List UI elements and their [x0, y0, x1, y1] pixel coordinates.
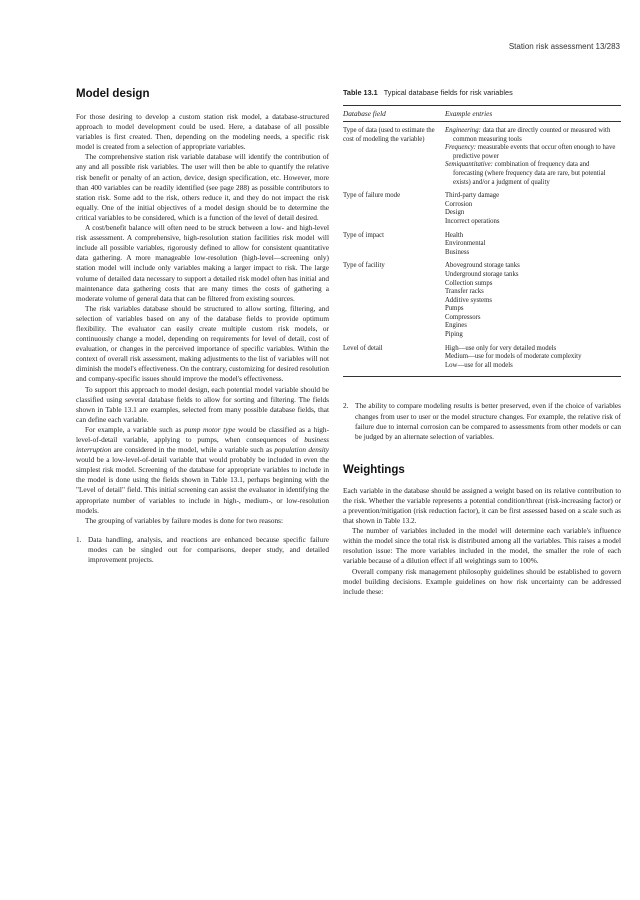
col-header-database-field: Database field: [343, 109, 386, 118]
entry: Health: [445, 231, 464, 239]
running-header: Station risk assessment 13/283: [508, 42, 620, 51]
entry: Piping: [445, 331, 463, 339]
paragraph-example: [76, 425, 329, 516]
paragraph: For those desiring to develop a custom station risk model, a database-structured approach to model development could be used. Here, a database of all possible variables is first created. Then, depending on the modeling needs, a specific risk model is created from a selection of appropriate variables.: [76, 112, 329, 152]
entry: Medium—use for models of moderate complexity: [445, 353, 582, 361]
entry: Third-party damage: [445, 192, 500, 200]
entry: Pumps: [445, 305, 464, 313]
paragraph: Overall company risk management philosophy guidelines should be established to govern model building decisions. Example guidelines on how risk uncertainty can be addressed include these:: [343, 566, 621, 596]
entry: Business: [445, 248, 470, 256]
table-cell-field: Type of impact: [343, 231, 385, 239]
table-row: [343, 345, 621, 371]
table-cell-entries: [445, 345, 621, 371]
list-text: Data handling, analysis, and reactions are enhanced because specific failure modes can be singled out for comparisons, deeper study, and detailed improvement projects.: [88, 534, 329, 565]
entry: Compressors: [445, 313, 481, 321]
entry: Low—use for all models: [445, 361, 513, 369]
list-text: The ability to compare modeling results is better preserved, even if the choice of variables changes from user to user or the model structure changes. For example, the relative risk of failure due to internal corrosion can be compared to assessments from other models or can be judged by an alternate selection of variables.: [355, 401, 621, 441]
list-item: [76, 535, 329, 565]
paragraph: Each variable in the database should be assigned a weight based on its relative contribution to the risk. Whether the variable represents a potential condition/threat (risk-increasing factor) or a prevention/mitigation (risk reduction factor), it can be first assessed based on a scale such as that shown in Table 13.2.: [343, 485, 621, 526]
table-cell-entries: [445, 262, 621, 339]
table-cell-entries: [445, 192, 621, 226]
table-cell-field: Level of detail: [343, 344, 383, 352]
entry: Corrosion: [445, 200, 473, 208]
list-item: [343, 401, 621, 441]
table-cell-field: Type of failure mode: [343, 192, 401, 200]
entry: Design: [445, 209, 465, 217]
right-column: [343, 88, 621, 597]
entry: Transfer racks: [445, 288, 484, 296]
table-row: [343, 192, 621, 226]
text-run: would be classified as a high-level-of-detail variable, applying to pumps, when consequences of: [76, 424, 329, 444]
list-number: 2.: [343, 401, 349, 411]
entry: Incorrect operations: [445, 217, 500, 225]
italic-term: population density: [274, 445, 329, 455]
table-cell-entries: [445, 127, 621, 187]
entry: Aboveground storage tanks: [445, 262, 520, 270]
entry-engineering: Engineering: data that are directly counted or measured with common measuring tools: [445, 127, 611, 143]
table-row: [343, 127, 621, 187]
entry-frequency: Frequency: measurable events that occur often enough to have predictive power: [445, 144, 616, 160]
entry: Additive systems: [445, 296, 493, 304]
text-run: would be a low-level-of-detail variable that would probably be included in even the simplest risk model. Screening of the database for appropriate variables to include in the model is done using the fields shown in Table 13.1, perhaps beginning with the "Level of detail" field. This initial screening can assist the evaluator in identifying the appropriate number of variables to include in high-, medium-, or low-resolution models.: [76, 455, 329, 515]
table-header-row: [343, 105, 621, 122]
table-cell-entries: [445, 232, 621, 258]
italic-term: business interruption: [76, 435, 329, 455]
section-heading-model-design: Model design: [76, 88, 150, 100]
italic-term: pump motor type: [184, 424, 236, 434]
table-label: Table 13.1: [343, 88, 378, 97]
table-bottom-rule: [343, 376, 621, 377]
text-run: are considered in the model, while a variable such as: [111, 445, 275, 455]
table-caption: [343, 88, 621, 97]
entry: Collection sumps: [445, 279, 493, 287]
col-header-example-entries: Example entries: [445, 109, 493, 118]
paragraph: The comprehensive station risk variable database will identify the contribution of any and all possible risk variables. The user will then be able to quantify the relative risk benefit or penalty of an action, device, design specification, etc. However, more than 400 variables can be readily identified (see page 288) as possible contributors to station risk. Some add to the risk, others reduce it, and they do not impact the risk equally. One of the initial objectives of a model design should be to determine the critical variables to be considered, which is a function of the level of detail desired.: [76, 152, 329, 222]
table-row: [343, 232, 621, 258]
text-run: For example, a variable such as: [85, 424, 185, 434]
entry: Underground storage tanks: [445, 270, 519, 278]
list-number: 1.: [76, 534, 82, 544]
paragraph: The risk variables database should be structured to allow sorting, filtering, and selection of variables based on any of the database fields to provide optimum flexibility. The evaluator can easily create multiple custom risk models, or continuously change a model, depending on requirements for level of detail, cost of evaluation, or changes in the perceived importance of specific variables. Within the context of overall risk assessment, making adjustments to the list of variables will not diminish the model's effectiveness. On the contrary, customizing for desired resolution and company-specific issues should improve the model's effectiveness.: [76, 303, 329, 384]
entry: High—use only for very detailed models: [445, 344, 557, 352]
paragraph: To support this approach to model design, each potential model variable should be classified using several database fields to allow for sorting and filtering. The fields shown in Table 13.1 are examples, selected from many possible database fields, that can define each variable.: [76, 384, 329, 424]
table-caption-text: Typical database fields for risk variables: [383, 88, 513, 97]
section-heading-weightings: Weightings: [343, 463, 405, 476]
table-cell-field: Type of data (used to estimate the cost of modeling the variable): [343, 127, 435, 143]
left-column: [76, 88, 329, 565]
entry: Engines: [445, 322, 467, 330]
paragraph: A cost/benefit balance will often need to be struck between a low- and high-level risk assessment. A comprehensive, high-resolution station facilities risk model will include all possible variables, rigorously defined to allow for consistent quantitative data gathering. A more manageable low-resolution (high-level—screening only) station model will include only variables making a larger impact to risk. The large volume of detailed data necessary to support a detailed risk model often has initial and maintenance data gathering costs that are many times the costs of gathering a moderate volume of general data that can be filtered from existing sources.: [76, 223, 329, 303]
entry: Environmental: [445, 240, 486, 248]
table-row: [343, 262, 621, 339]
table-cell-field: Type of facility: [343, 262, 385, 270]
entry-semiquantitative: Semiquantitative: combination of frequency data and forecasting (where frequency data are rare, but potential exists) and/or a judgment of quality: [445, 161, 606, 186]
paragraph: The number of variables included in the model will determine each variable's influence within the model since the total risk is distributed among all the variables. This raises a model resolution issue: The more variables included in the model, the smaller the role of each variable because of a dilution effect if all weightings sum to 100%.: [343, 526, 621, 566]
paragraph: The grouping of variables by failure modes is done for two reasons:: [85, 515, 283, 525]
